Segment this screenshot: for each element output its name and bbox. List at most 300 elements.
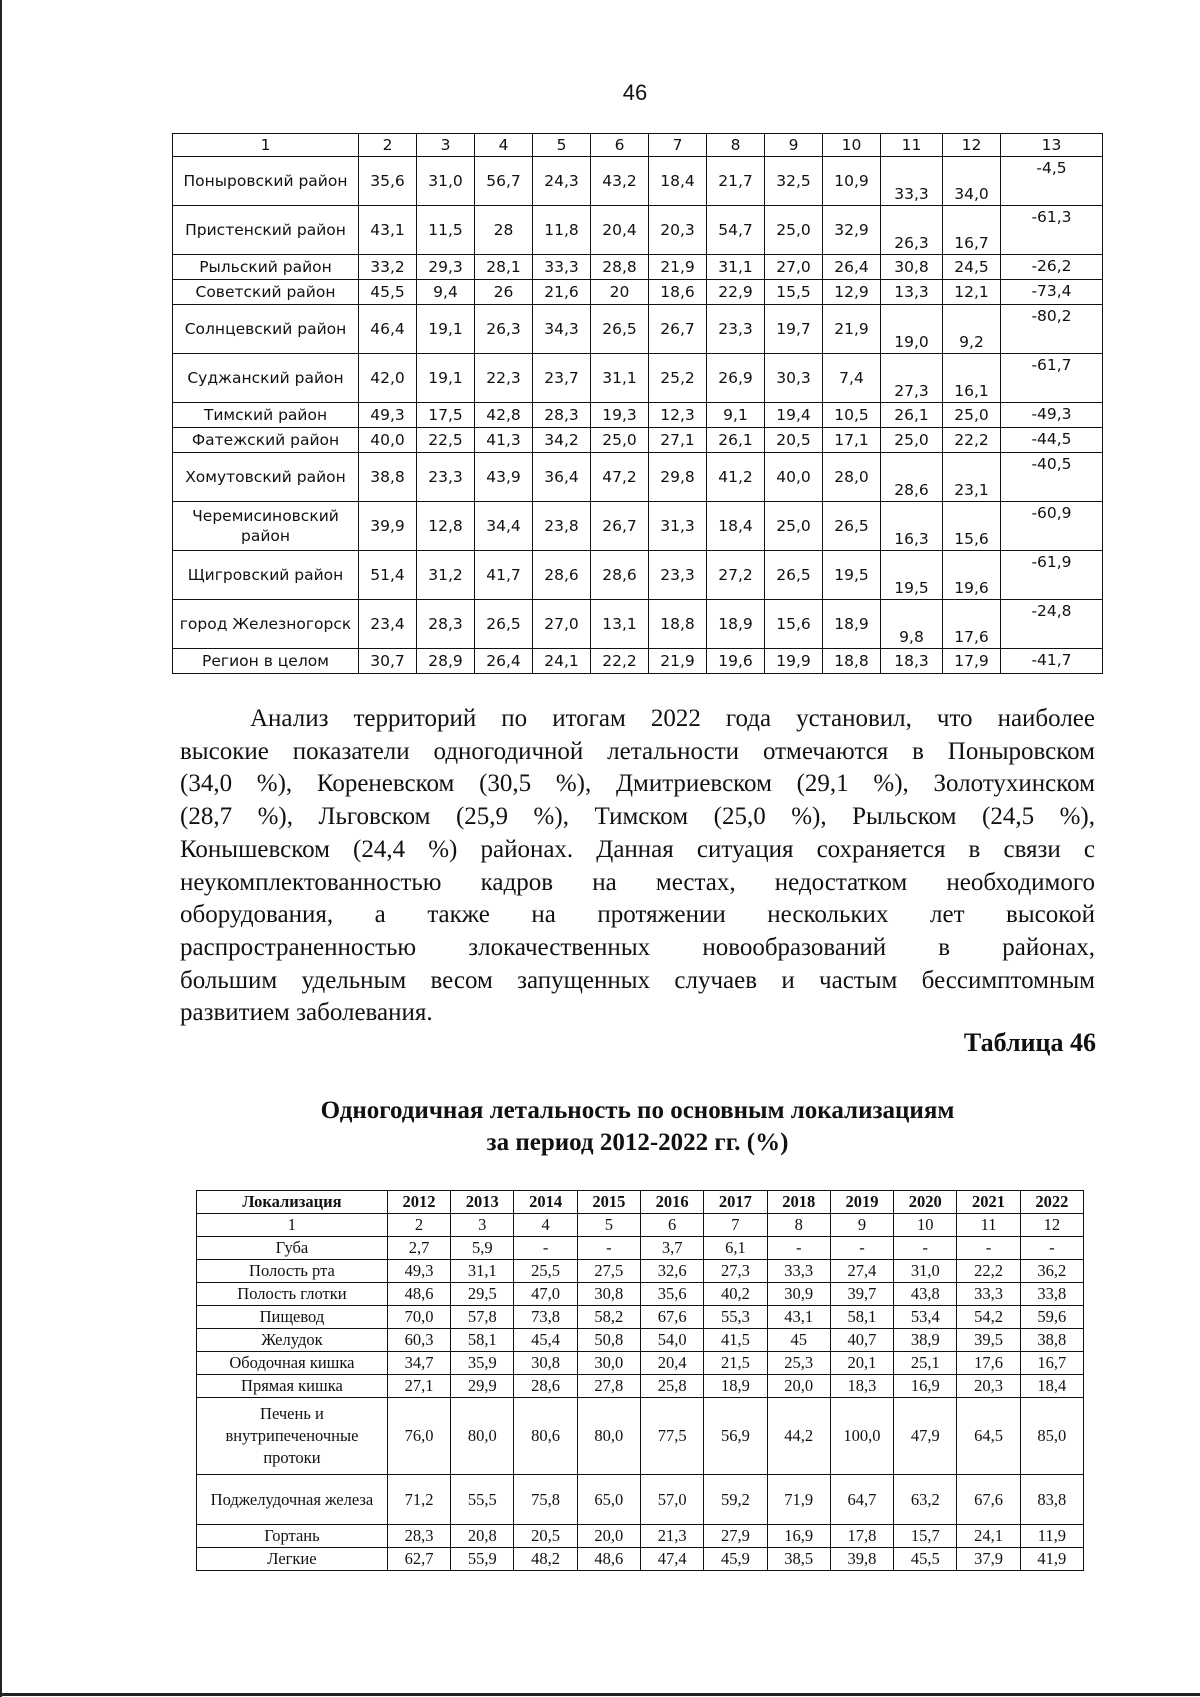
table-row <box>173 649 1103 674</box>
table-cell: 54,2 <box>957 1306 1020 1329</box>
localization-name: Прямая кишка <box>197 1375 388 1398</box>
table-cell: 39,8 <box>830 1548 893 1571</box>
table-cell: 30,8 <box>577 1283 640 1306</box>
table-cell: 21,9 <box>649 255 707 280</box>
table-cell: - <box>514 1237 577 1260</box>
localization-name: Пищевод <box>197 1306 388 1329</box>
table-cell: 58,1 <box>830 1306 893 1329</box>
table-cell: 22,9 <box>707 280 765 305</box>
table-cell: 34,7 <box>387 1352 450 1375</box>
column-number: 9 <box>830 1214 893 1237</box>
table-cell: 31,3 <box>649 502 707 551</box>
table-cell: 34,0 <box>943 157 1001 206</box>
table-cell: 23,7 <box>533 354 591 403</box>
table-cell: 36,2 <box>1020 1260 1083 1283</box>
table-cell: 22,2 <box>591 649 649 674</box>
table-cell: 20,1 <box>830 1352 893 1375</box>
column-number: 8 <box>707 134 765 157</box>
table-cell: 34,3 <box>533 305 591 354</box>
table-cell: 12,3 <box>649 403 707 428</box>
table-cell: 37,9 <box>957 1548 1020 1571</box>
table-cell: 25,3 <box>767 1352 830 1375</box>
table-cell: -73,4 <box>1001 280 1103 305</box>
table-cell: 85,0 <box>1020 1398 1083 1475</box>
table-cell: 42,8 <box>475 403 533 428</box>
table-cell: 25,0 <box>591 428 649 453</box>
table-cell: 29,9 <box>451 1375 514 1398</box>
table-header-row <box>173 134 1103 157</box>
table-cell: 100,0 <box>830 1398 893 1475</box>
table-cell: 71,9 <box>767 1475 830 1525</box>
table-cell: -41,7 <box>1001 649 1103 674</box>
year-header: 2017 <box>704 1191 767 1214</box>
paragraph-line: распространенностью злокачественных новообразований в районах, <box>180 933 1095 961</box>
table-cell: -24,8 <box>1001 600 1103 649</box>
table-cell: 27,3 <box>881 354 943 403</box>
table-cell: 77,5 <box>640 1398 703 1475</box>
table-cell: 21,9 <box>823 305 881 354</box>
column-number: 8 <box>767 1214 830 1237</box>
table-cell: 27,4 <box>830 1260 893 1283</box>
table-cell: 73,8 <box>514 1306 577 1329</box>
table-cell: 9,4 <box>417 280 475 305</box>
table-cell: 59,2 <box>704 1475 767 1525</box>
localization-name: Поджелудочная железа <box>197 1475 388 1525</box>
district-mortality-table <box>172 133 1103 674</box>
table-cell: -60,9 <box>1001 502 1103 551</box>
table-cell: 31,2 <box>417 551 475 600</box>
table-cell: 47,0 <box>514 1283 577 1306</box>
table-row <box>173 428 1103 453</box>
table-cell: 41,9 <box>1020 1548 1083 1571</box>
table-cell: 71,2 <box>387 1475 450 1525</box>
table-cell: 29,3 <box>417 255 475 280</box>
district-name: Тимский район <box>173 403 359 428</box>
table-cell: 20,0 <box>577 1525 640 1548</box>
table-cell: 39,7 <box>830 1283 893 1306</box>
table-cell: 21,9 <box>649 649 707 674</box>
table-cell: 40,0 <box>359 428 417 453</box>
table-cell: 26,5 <box>475 600 533 649</box>
table-cell: 23,4 <box>359 600 417 649</box>
table-cell: 33,3 <box>767 1260 830 1283</box>
table-cell: 17,6 <box>957 1352 1020 1375</box>
table-cell: 18,6 <box>649 280 707 305</box>
district-name: Суджанский район <box>173 354 359 403</box>
table-cell: 3,7 <box>640 1237 703 1260</box>
table-cell: 80,6 <box>514 1398 577 1475</box>
column-number: 3 <box>451 1214 514 1237</box>
localization-name: Полость рта <box>197 1260 388 1283</box>
table-row <box>173 157 1103 206</box>
table-cell: 25,0 <box>881 428 943 453</box>
table-cell: 76,0 <box>387 1398 450 1475</box>
table-cell: 28,3 <box>533 403 591 428</box>
table-cell: 21,3 <box>640 1525 703 1548</box>
table-cell: - <box>894 1237 957 1260</box>
district-name: город Железногорск <box>173 600 359 649</box>
year-header: 2016 <box>640 1191 703 1214</box>
table-cell: 16,3 <box>881 502 943 551</box>
table-cell: 28,3 <box>387 1525 450 1548</box>
table-cell: 9,8 <box>881 600 943 649</box>
table-cell: 12,8 <box>417 502 475 551</box>
column-number: 5 <box>533 134 591 157</box>
table-cell: 28,6 <box>533 551 591 600</box>
table-cell: 18,8 <box>823 649 881 674</box>
table-cell: 27,0 <box>765 255 823 280</box>
localization-name: Губа <box>197 1237 388 1260</box>
paragraph-line: большим удельным весом запущенных случаев и частым бессимптомным <box>180 966 1095 994</box>
table-cell: 51,4 <box>359 551 417 600</box>
table-cell: 18,4 <box>1020 1375 1083 1398</box>
table-cell: 47,4 <box>640 1548 703 1571</box>
table-row <box>197 1329 1084 1352</box>
table-cell: 55,5 <box>451 1475 514 1525</box>
year-header: 2022 <box>1020 1191 1083 1214</box>
table-cell: 19,7 <box>765 305 823 354</box>
table-cell: 54,7 <box>707 206 765 255</box>
localization-name: Ободочная кишка <box>197 1352 388 1375</box>
table-cell: 10,9 <box>823 157 881 206</box>
table-cell: 57,8 <box>451 1306 514 1329</box>
table-cell: 34,2 <box>533 428 591 453</box>
table-cell: 34,4 <box>475 502 533 551</box>
column-number: 13 <box>1001 134 1103 157</box>
table-cell: 60,3 <box>387 1329 450 1352</box>
table-cell: 19,3 <box>591 403 649 428</box>
year-header: 2020 <box>894 1191 957 1214</box>
table-cell: 65,0 <box>577 1475 640 1525</box>
table-cell: 38,5 <box>767 1548 830 1571</box>
table-cell: 26,4 <box>475 649 533 674</box>
table-cell: -49,3 <box>1001 403 1103 428</box>
column-number: 11 <box>957 1214 1020 1237</box>
table-cell: 43,2 <box>591 157 649 206</box>
district-name: Солнцевский район <box>173 305 359 354</box>
table-cell: 23,8 <box>533 502 591 551</box>
table-cell: 21,6 <box>533 280 591 305</box>
table-cell: 41,5 <box>704 1329 767 1352</box>
table-row <box>197 1398 1084 1475</box>
table-cell: 80,0 <box>577 1398 640 1475</box>
table-cell: 28,6 <box>881 453 943 502</box>
table-cell: 15,6 <box>765 600 823 649</box>
table-cell: 26,5 <box>823 502 881 551</box>
table-cell: 22,2 <box>943 428 1001 453</box>
table-cell: 19,6 <box>943 551 1001 600</box>
table-cell: 25,0 <box>765 206 823 255</box>
table-cell: 45,5 <box>359 280 417 305</box>
column-number: 12 <box>943 134 1001 157</box>
table-cell: 20,4 <box>591 206 649 255</box>
table-cell: 17,5 <box>417 403 475 428</box>
table-cell: 32,5 <box>765 157 823 206</box>
table-cell: 25,5 <box>514 1260 577 1283</box>
table-cell: -61,3 <box>1001 206 1103 255</box>
column-number: 2 <box>359 134 417 157</box>
table-cell: 41,2 <box>707 453 765 502</box>
table-cell: 23,3 <box>417 453 475 502</box>
paragraph-line: (34,0 %), Кореневском (30,5 %), Дмитриевском (29,1 %), Золотухинском <box>180 770 1095 798</box>
table-cell: 16,1 <box>943 354 1001 403</box>
table-cell: 23,3 <box>707 305 765 354</box>
localization-header: Локализация <box>197 1191 388 1214</box>
table-cell: 83,8 <box>1020 1475 1083 1525</box>
district-name: Советский район <box>173 280 359 305</box>
table-cell: 62,7 <box>387 1548 450 1571</box>
table-cell: -26,2 <box>1001 255 1103 280</box>
table-header-row <box>197 1191 1084 1214</box>
table-cell: 12,1 <box>943 280 1001 305</box>
table-cell: 58,1 <box>451 1329 514 1352</box>
table-cell: 18,8 <box>649 600 707 649</box>
district-name: Хомутовский район <box>173 453 359 502</box>
table-cell: 10,5 <box>823 403 881 428</box>
column-number-row <box>197 1214 1084 1237</box>
column-number: 6 <box>640 1214 703 1237</box>
column-number: 9 <box>765 134 823 157</box>
table-cell: 15,6 <box>943 502 1001 551</box>
table-title <box>180 1095 1095 1159</box>
page-edge-left <box>0 0 2 1697</box>
column-number: 10 <box>894 1214 957 1237</box>
table-cell: 26,4 <box>823 255 881 280</box>
column-number: 5 <box>577 1214 640 1237</box>
table-cell: 20,5 <box>514 1525 577 1548</box>
table-cell: 28,0 <box>823 453 881 502</box>
localization-name: Гортань <box>197 1525 388 1548</box>
table-cell: 19,1 <box>417 354 475 403</box>
table-cell: 36,4 <box>533 453 591 502</box>
district-name: Пристенский район <box>173 206 359 255</box>
table-cell: 16,9 <box>767 1525 830 1548</box>
table-cell: 20,0 <box>767 1375 830 1398</box>
paragraph-line: Анализ территорий по итогам 2022 года установил, что наиболее <box>250 705 1095 732</box>
table-cell: 33,3 <box>533 255 591 280</box>
table-row <box>173 255 1103 280</box>
table-cell: 64,7 <box>830 1475 893 1525</box>
table-row <box>173 502 1103 551</box>
table-cell: 25,8 <box>640 1375 703 1398</box>
localization-name: Легкие <box>197 1548 388 1571</box>
column-number: 6 <box>591 134 649 157</box>
column-number: 3 <box>417 134 475 157</box>
table-cell: 46,4 <box>359 305 417 354</box>
table-cell: 5,9 <box>451 1237 514 1260</box>
paragraph-line: (28,7 %), Льговском (25,9 %), Тимском (25,0 %), Рыльском (24,5 %), <box>180 803 1095 831</box>
paragraph-line: развитием заболевания. <box>180 999 433 1027</box>
table-cell: 26,7 <box>649 305 707 354</box>
table-cell: 54,0 <box>640 1329 703 1352</box>
table-cell: 25,0 <box>943 403 1001 428</box>
table-cell: 32,6 <box>640 1260 703 1283</box>
table-cell: 16,7 <box>943 206 1001 255</box>
table-cell: 45,9 <box>704 1548 767 1571</box>
table-row <box>173 280 1103 305</box>
district-name: Фатежский район <box>173 428 359 453</box>
column-number: 7 <box>704 1214 767 1237</box>
table-cell: 30,3 <box>765 354 823 403</box>
table-cell: 19,5 <box>881 551 943 600</box>
table-cell: 33,2 <box>359 255 417 280</box>
table-title-line-1: Одногодичная летальность по основным локализациям <box>320 1097 955 1124</box>
column-number: 10 <box>823 134 881 157</box>
table-cell: 75,8 <box>514 1475 577 1525</box>
table-cell: 26,3 <box>475 305 533 354</box>
table-cell: 50,8 <box>577 1329 640 1352</box>
table-cell: 28,6 <box>514 1375 577 1398</box>
table-cell: 11,8 <box>533 206 591 255</box>
table-cell: 28,1 <box>475 255 533 280</box>
table-cell: 26,9 <box>707 354 765 403</box>
table-cell: 49,3 <box>387 1260 450 1283</box>
table-cell: 27,5 <box>577 1260 640 1283</box>
table-cell: 64,5 <box>957 1398 1020 1475</box>
table-cell: 48,6 <box>577 1548 640 1571</box>
table-cell: 40,2 <box>704 1283 767 1306</box>
table-cell: 49,3 <box>359 403 417 428</box>
table-cell: - <box>830 1237 893 1260</box>
table-cell: 13,3 <box>881 280 943 305</box>
table-cell: 53,4 <box>894 1306 957 1329</box>
table-cell: 28,8 <box>591 255 649 280</box>
table-cell: 48,2 <box>514 1548 577 1571</box>
table-cell: 31,1 <box>707 255 765 280</box>
table-cell: 80,0 <box>451 1398 514 1475</box>
table-cell: 30,8 <box>881 255 943 280</box>
table-cell: 59,6 <box>1020 1306 1083 1329</box>
table-row <box>197 1475 1084 1525</box>
table-cell: 67,6 <box>640 1306 703 1329</box>
year-header: 2018 <box>767 1191 830 1214</box>
table-cell: 29,5 <box>451 1283 514 1306</box>
table-cell: 17,8 <box>830 1525 893 1548</box>
table-cell: 12,9 <box>823 280 881 305</box>
column-number: 12 <box>1020 1214 1083 1237</box>
table-cell: 27,8 <box>577 1375 640 1398</box>
table-cell: 35,6 <box>359 157 417 206</box>
table-cell: -40,5 <box>1001 453 1103 502</box>
table-cell: 13,1 <box>591 600 649 649</box>
table-cell: 28,6 <box>591 551 649 600</box>
localization-mortality-table <box>196 1190 1084 1571</box>
table-cell: 47,9 <box>894 1398 957 1475</box>
table-cell: 27,0 <box>533 600 591 649</box>
table-cell: 21,7 <box>707 157 765 206</box>
table-cell: 26,5 <box>591 305 649 354</box>
table-cell: 25,2 <box>649 354 707 403</box>
table-cell: 35,9 <box>451 1352 514 1375</box>
table-cell: -44,5 <box>1001 428 1103 453</box>
table-cell: 27,1 <box>387 1375 450 1398</box>
table-cell: 43,9 <box>475 453 533 502</box>
table-cell: 19,5 <box>823 551 881 600</box>
table-cell: 28,9 <box>417 649 475 674</box>
table-cell: 33,3 <box>957 1283 1020 1306</box>
year-header: 2012 <box>387 1191 450 1214</box>
table-cell: 20 <box>591 280 649 305</box>
table-row <box>197 1375 1084 1398</box>
table-row <box>197 1352 1084 1375</box>
table-cell: 56,9 <box>704 1398 767 1475</box>
table-cell: 18,4 <box>707 502 765 551</box>
table-label: Таблица 46 <box>963 1028 1096 1057</box>
table-cell: 45,5 <box>894 1548 957 1571</box>
analysis-paragraph <box>180 703 1095 1030</box>
column-number: 4 <box>475 134 533 157</box>
table-cell: 45,4 <box>514 1329 577 1352</box>
table-cell: 22,5 <box>417 428 475 453</box>
table-cell: 20,3 <box>649 206 707 255</box>
table-cell: 26 <box>475 280 533 305</box>
table-cell: 58,2 <box>577 1306 640 1329</box>
table-cell: 15,5 <box>765 280 823 305</box>
column-number: 4 <box>514 1214 577 1237</box>
table-cell: 18,3 <box>830 1375 893 1398</box>
column-number: 1 <box>173 134 359 157</box>
page-number: 46 <box>622 80 648 105</box>
table-cell: 21,5 <box>704 1352 767 1375</box>
table-cell: 9,1 <box>707 403 765 428</box>
table-row <box>197 1548 1084 1571</box>
table-cell: 16,7 <box>1020 1352 1083 1375</box>
table-cell: 47,2 <box>591 453 649 502</box>
table-cell: 39,9 <box>359 502 417 551</box>
table-cell: 67,6 <box>957 1475 1020 1525</box>
table-cell: 18,9 <box>704 1375 767 1398</box>
localization-name: Полость глотки <box>197 1283 388 1306</box>
localization-name: Желудок <box>197 1329 388 1352</box>
table-cell: 19,0 <box>881 305 943 354</box>
table-cell: 28,3 <box>417 600 475 649</box>
table-cell: 38,9 <box>894 1329 957 1352</box>
table-cell: -4,5 <box>1001 157 1103 206</box>
table-cell: 48,6 <box>387 1283 450 1306</box>
table-row <box>173 206 1103 255</box>
table-row <box>197 1525 1084 1548</box>
table-cell: 19,1 <box>417 305 475 354</box>
table-cell: 24,5 <box>943 255 1001 280</box>
table-cell: 33,8 <box>1020 1283 1083 1306</box>
table-cell: 20,3 <box>957 1375 1020 1398</box>
year-header: 2021 <box>957 1191 1020 1214</box>
table-row <box>173 551 1103 600</box>
table-cell: - <box>1020 1237 1083 1260</box>
table-cell: -80,2 <box>1001 305 1103 354</box>
table-cell: 20,8 <box>451 1525 514 1548</box>
year-header: 2015 <box>577 1191 640 1214</box>
table-cell: 23,1 <box>943 453 1001 502</box>
paragraph-line: оборудования, а также на протяжении нескольких лет высокой <box>180 901 1095 929</box>
table-cell: 33,3 <box>881 157 943 206</box>
table-cell: 2,7 <box>387 1237 450 1260</box>
table-cell: 30,9 <box>767 1283 830 1306</box>
table-cell: 45 <box>767 1329 830 1352</box>
table-cell: - <box>577 1237 640 1260</box>
table-cell: 40,0 <box>765 453 823 502</box>
table-row <box>173 354 1103 403</box>
table-cell: 18,9 <box>823 600 881 649</box>
table-cell: 19,6 <box>707 649 765 674</box>
table-cell: - <box>957 1237 1020 1260</box>
table-cell: 17,9 <box>943 649 1001 674</box>
table-cell: 44,2 <box>767 1398 830 1475</box>
table-row <box>197 1283 1084 1306</box>
table-cell: 55,9 <box>451 1548 514 1571</box>
column-number: 7 <box>649 134 707 157</box>
district-name: Черемисиновский район <box>173 502 359 551</box>
